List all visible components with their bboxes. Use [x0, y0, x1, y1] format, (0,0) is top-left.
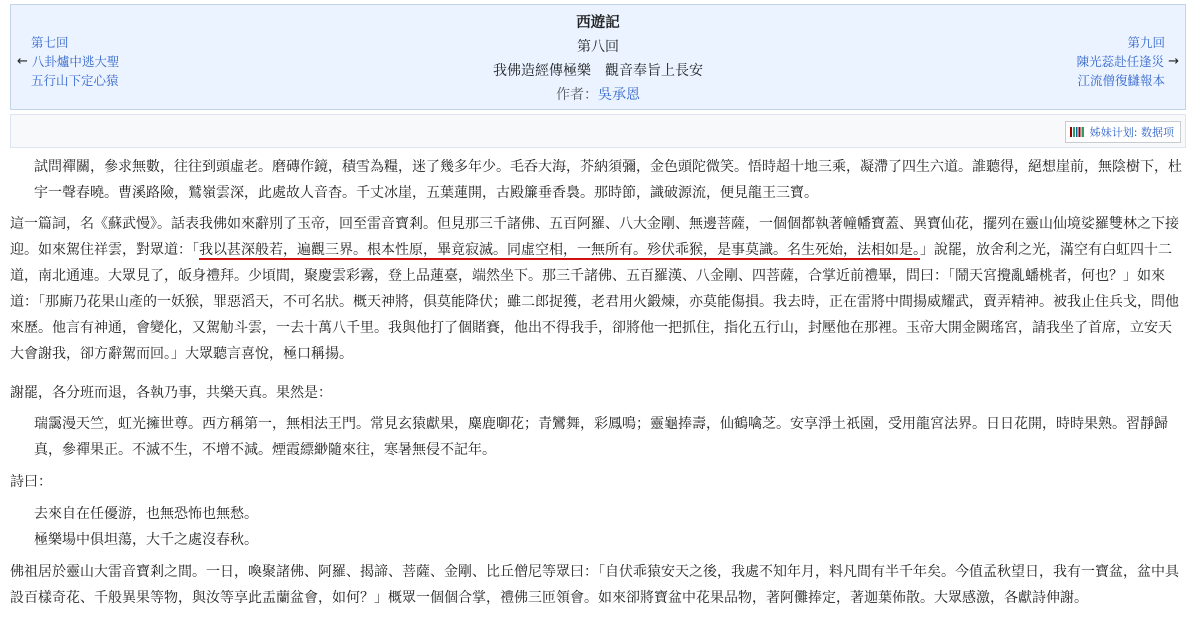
next-chapter-link[interactable]: 第九回: [1127, 35, 1165, 50]
wikidata-icon: [1070, 125, 1084, 139]
poem-intro: 詩曰：: [10, 474, 52, 490]
author-link[interactable]: 吳承恩: [598, 87, 640, 103]
narrative-paragraph-1: [0, 211, 1192, 367]
sister-project-label[interactable]: 姊妹计划: 数据项: [1089, 126, 1174, 139]
underlined-sutra-text: 我以甚深般若，遍觀三界。根本性原，畢竟寂滅。同虛空相，一無所有。殄伏乖猴，是事莫識。名生死始，法相如是。: [199, 242, 920, 258]
arrow-right-icon: →: [1168, 54, 1179, 69]
book-title: 西遊記: [576, 15, 620, 31]
verse-paragraph: 瑞靄漫天竺，虹光擁世尊。西方稱第一，無相法王門。常見玄猿獻果，麋鹿啣花；青鸞舞，彩鳳鳴；靈龜捧壽，仙鶴噙芝。安享淨土祇園，受用龍宮法界。日日花開，時時果熟。習靜歸真，參禪果正。不滅不生，不增不減。煙霞縹緲隨來往，寒暑無侵不記年。: [34, 416, 1168, 458]
author-line: [11, 83, 1185, 107]
chapter-number: 第八回: [577, 39, 619, 55]
narrative-text-c: 」說罷，放舍利之光，滿空有白虹四十二道，南北通連。大眾見了，皈身禮拜。少頃間，聚慶雲彩霧，登上品蓮臺，端然坐下。那三千諸佛、五百羅漢、八金剛、四菩薩，合掌近前禮畢，問曰：「鬧天宮攪亂蟠桃者，何也？」如來道：「那廝乃花果山產的一妖猴，罪惡滔天，不可名狀。概天神將，俱莫能降伏；雖二郎捉獲，老君用火鍛煉，亦莫能傷損。我去時，正在雷將中間揚威耀武，賣弄精神。被我止住兵戈，問他來歷。他言有神通，會變化，又駕觔斗雲，一去十萬八千里。我與他打了個賭賽，他出不得我手，卻將他一把抓住，指化五行山，封壓他在那裡。玉帝大開金闕瑤宮，請我坐了首席，立安天大會謝我，卻方辭駕而回。」大眾聽言喜悅，極口稱揚。: [10, 242, 1179, 362]
next-chapter-title-line2[interactable]: 江流僧復讎報本: [1077, 73, 1165, 88]
narrative-paragraph-3: 佛祖居於靈山大雷音寶剎之間。一日，喚聚諸佛、阿羅、揭諦、菩薩、金剛、比丘僧尼等眾曰：「自伏乖猿安天之後，我處不知年月，料凡間有半千年矣。今值孟秋望日，我有一寶盆，盆中具設百樣奇花、千般異果等物，與汝等享此盂蘭盆會，如何？」概眾一個個合掌，禮佛三匝領會。如來卻將寶盆中花果品物，著阿儺捧定，著迦葉佈散。大眾感激，各獻詩伸謝。: [10, 564, 1179, 606]
chapter-header: [10, 4, 1186, 110]
chapter-title: 我佛造經傳極樂 觀音奉旨上長安: [493, 63, 703, 79]
prev-chapter-title-line2[interactable]: 五行山下定心猿: [31, 73, 119, 88]
poem-line-1: 去來自在任優游，也無恐怖也無愁。: [34, 506, 258, 522]
sister-project-badge[interactable]: [1065, 121, 1181, 143]
arrow-left-icon: ←: [17, 54, 28, 69]
next-chapter-title-line1[interactable]: 陳光蕊赴任逢災: [1076, 54, 1165, 69]
poem-line-2: 極樂場中俱坦蕩，大千之處沒春秋。: [34, 532, 258, 548]
narrative-text-a: 這一篇詞，名《蘇武慢》。話表我佛如來辭別了玉帝，回至雷音寶剎。但見那三千諸佛、五百阿羅、八大金剛、無邊菩薩，一個個都執著幢幡寶蓋、異寶仙花，擺列在靈山仙境娑羅雙林之下接迎。如來駕住祥雲，對眾道：「: [10, 216, 1179, 258]
sister-projects-bar: [10, 114, 1186, 148]
prev-chapter-title-line1[interactable]: 八卦爐中逃大聖: [31, 54, 120, 69]
chapter-text: [0, 150, 1192, 611]
prev-chapter-link[interactable]: 第七回: [31, 35, 69, 50]
poem-paragraph: 試問禪關，參求無數，往往到頭虛老。磨磚作鏡，積雪為糧，迷了幾多年少。毛呑大海，芥納須彌，金色頭陀微笑。悟時超十地三乘，凝滯了四生六道。誰聽得，絕想崖前，無陰樹下，杜宇一聲春曉。曹溪路險，鷲嶺雲深，此處故人音杳。千丈冰崖，五葉蓮開，古殿簾垂香裊。那時節，識破源流，便見龍王三寶。: [34, 159, 1182, 201]
next-chapter-nav[interactable]: [1077, 33, 1179, 90]
author-label: 作者：: [556, 87, 598, 103]
title-block: [11, 11, 1185, 107]
narrative-paragraph-2: 謝罷，各分班而退，各執乃事，共樂天真。果然是：: [10, 385, 332, 401]
